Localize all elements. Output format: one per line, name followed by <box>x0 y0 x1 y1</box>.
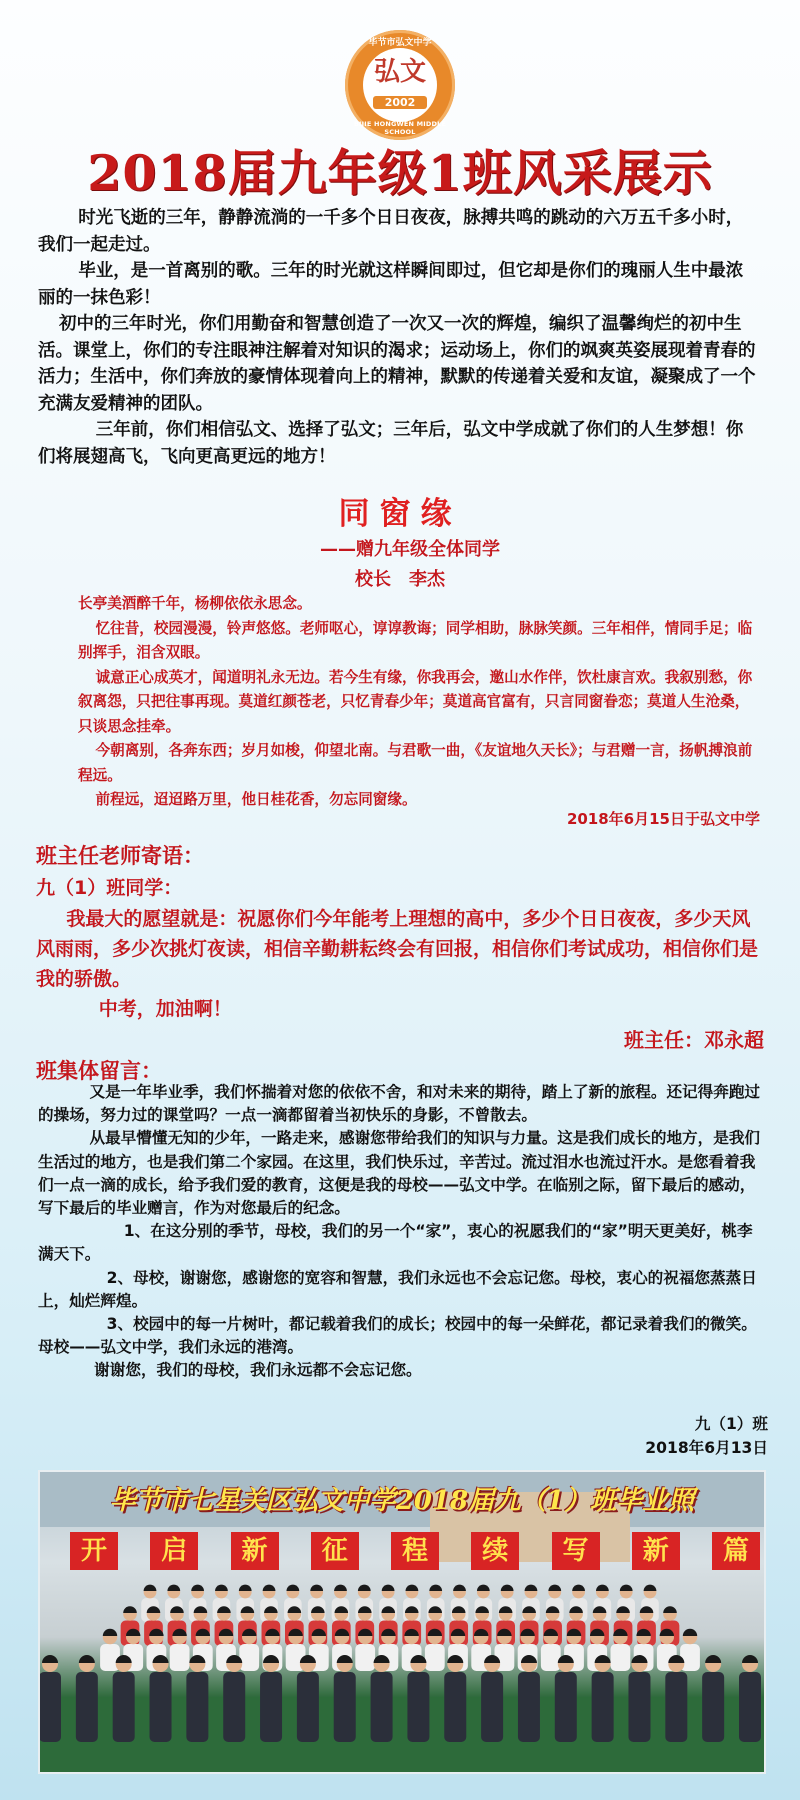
poem-line: 长亭美酒醉千年，杨柳依依永思念。 <box>78 595 312 612</box>
poem-line: 忆往昔，校园漫漫，铃声悠悠。老师呕心，谆谆教诲；同学相助，脉脉笑颜。三年相伴，情同手足；临别挥手，泪含双眼。 <box>78 619 753 661</box>
class-signature <box>645 1412 768 1460</box>
logo-ring-bottom: BIJIE HONGWEN MIDDLE SCHOOL <box>353 120 447 136</box>
person-hair <box>406 1585 419 1591</box>
person-hair <box>286 1585 299 1591</box>
banner-char: 篇 <box>712 1532 760 1570</box>
banner-char: 新 <box>632 1532 680 1570</box>
person-body <box>702 1672 724 1742</box>
person-hair <box>525 1585 538 1591</box>
person-hair <box>429 1585 442 1591</box>
banner-char: 启 <box>150 1532 198 1570</box>
photo-banner <box>70 1532 760 1570</box>
person-hair <box>663 1606 677 1613</box>
class-paragraph: 谢谢您，我们的母校，我们永远都不会忘记您。 <box>94 1361 422 1380</box>
person-hair <box>382 1585 395 1591</box>
class-paragraph: 1、在这分别的季节，母校，我们的另一个“家”，衷心的祝愿我们的“家”明天更美好，桃李满天下。 <box>38 1222 753 1264</box>
person-body <box>297 1672 319 1742</box>
person-hair <box>103 1629 117 1636</box>
teacher-cheer: 中考，加油啊！ <box>98 998 232 1020</box>
poem-subtitle: ——赠九年级全体同学 <box>320 539 500 560</box>
person-body <box>239 1644 259 1671</box>
person-body <box>76 1672 98 1742</box>
person-hair <box>644 1585 657 1591</box>
person-hair <box>742 1655 758 1663</box>
poem-signature: 2018年6月15日于弘文中学 <box>566 810 760 828</box>
person-hair <box>620 1585 633 1591</box>
person-hair <box>123 1606 137 1613</box>
logo-ring-top: 毕节市弘文中学 <box>368 38 432 48</box>
poem-body <box>78 592 753 813</box>
person-body <box>407 1672 429 1742</box>
poem-author: 校长 李杰 <box>355 569 445 590</box>
page-title: 2018届九年级1班风采展示 <box>87 144 713 202</box>
banner-char: 新 <box>231 1532 279 1570</box>
person-hair <box>263 1585 276 1591</box>
poem-title: 同窗缘 <box>338 496 462 532</box>
school-logo <box>345 30 455 140</box>
intro-paragraph: 时光飞逝的三年，静静流淌的一千多个日日夜夜，脉搏共鸣的跳动的六万五千多小时，我们一起走过。 <box>38 208 744 255</box>
poem-line: 今朝离别，各奔东西；岁月如梭，仰望北南。与君歌一曲，《友谊地久天长》；与君赠一言，扬帆搏浪前程远。 <box>78 742 753 784</box>
person-body <box>334 1672 356 1742</box>
banner-char: 续 <box>471 1532 519 1570</box>
person-body <box>628 1672 650 1742</box>
person-body <box>186 1672 208 1742</box>
person-hair <box>596 1585 609 1591</box>
banner-char: 开 <box>70 1532 118 1570</box>
person-body <box>371 1672 393 1742</box>
person-hair <box>683 1629 697 1636</box>
person-hair <box>358 1585 371 1591</box>
teacher-heading: 班主任老师寄语： <box>36 844 204 868</box>
person-hair <box>705 1655 721 1663</box>
photo-caption: 毕节市七星关区弘文中学2018届九（1）班毕业照 <box>109 1486 695 1516</box>
poem-line: 诚意正心成英才，闻道明礼永无边。若今生有缘，你我再会，邀山水作伴，饮杜康言欢。我叙别愁，你叙离怨，只把往事再现。莫道红颜苍老，只忆青春少年；莫道高官富有，只言同窗眷恋；莫道人生沧桑，只谈思念挂牵。 <box>78 668 753 735</box>
person-hair <box>548 1585 561 1591</box>
graduation-photo <box>38 1470 766 1774</box>
class-paragraph: 2、母校，谢谢您，感谢您的宽容和智慧，我们永远也不会忘记您。母校，衷心的祝福您蒸蒸日上，灿烂辉煌。 <box>38 1268 757 1310</box>
person-body <box>223 1672 245 1742</box>
person-body <box>592 1672 614 1742</box>
person-hair <box>334 1585 347 1591</box>
person-hair <box>191 1585 204 1591</box>
poem-line: 前程远，迢迢路万里，他日桂花香，勿忘同窗缘。 <box>95 791 417 808</box>
person-body <box>170 1644 190 1671</box>
person-body <box>555 1672 577 1742</box>
banner-char: 征 <box>311 1532 359 1570</box>
person-body <box>260 1672 282 1742</box>
person-hair <box>477 1585 490 1591</box>
person-body <box>518 1672 540 1742</box>
person-body <box>665 1672 687 1742</box>
photo-scene <box>40 1472 764 1772</box>
class-paragraph: 从最早懵懂无知的少年，一路走来，感谢您带给我们的知识与力量。这是我们成长的地方，是我们生活过的地方，也是我们第二个家园。在这里，我们快乐过，辛苦过。流过泪水也流过汗水。是您看着我们一点一滴的成长，给予我们爱的教育，这便是我的母校——弘文中学。在临别之际，留下最后的感动，写下最后的毕业赠言，作为对您最后的纪念。 <box>38 1129 761 1218</box>
person-body <box>739 1672 761 1742</box>
person-body <box>611 1644 631 1671</box>
person-hair <box>501 1585 514 1591</box>
intro-paragraph: 毕业，是一首离别的歌。三年的时光就这样瞬间即过，但它却是你们的瑰丽人生中最浓丽的一抹色彩！ <box>38 261 744 308</box>
person-body <box>444 1672 466 1742</box>
person-body <box>113 1672 135 1742</box>
banner-char: 程 <box>391 1532 439 1570</box>
person-body <box>40 1672 61 1742</box>
logo-center <box>363 48 437 122</box>
person-hair <box>215 1585 228 1591</box>
person-hair <box>144 1585 157 1591</box>
person-hair <box>167 1585 180 1591</box>
teacher-message <box>36 904 761 1024</box>
person-body <box>481 1672 503 1742</box>
person-body <box>541 1644 561 1671</box>
person-body <box>355 1644 375 1671</box>
intro-paragraph: 三年前，你们相信弘文、选择了弘文；三年后，弘文中学成就了你们的人生梦想！你们将展翅高飞，飞向更高更远的地方！ <box>38 420 744 467</box>
person-hair <box>42 1655 58 1663</box>
person-hair <box>453 1585 466 1591</box>
intro-paragraph: 初中的三年时光，你们用勤奋和智慧创造了一次又一次的辉煌，编织了温馨绚烂的初中生活。课堂上，你们的专注眼神注解着对知识的渴求；运动场上，你们的飒爽英姿展现着青春的活力；生活中，你们奔放的豪情体现着向上的精神，默默的传递着关爱和友谊，凝聚成了一个充满友爱精神的团队。 <box>38 314 756 414</box>
class-paragraph: 3、校园中的每一片树叶，都记载着我们的成长；校园中的每一朵鲜花，都记录着我们的微笑。母校——弘文中学，我们永远的港湾。 <box>38 1315 757 1357</box>
class-signature-name: 九（1）班 <box>694 1415 768 1433</box>
person-hair <box>79 1655 95 1663</box>
person-hair <box>239 1585 252 1591</box>
class-signature-date: 2018年6月13日 <box>645 1439 768 1457</box>
teacher-signature: 班主任：邓永超 <box>624 1028 764 1052</box>
class-message-body <box>38 1081 760 1383</box>
person-body <box>150 1672 172 1742</box>
person-body <box>425 1644 445 1671</box>
person-hair <box>310 1585 323 1591</box>
person-hair <box>572 1585 585 1591</box>
logo-year: 2002 <box>373 96 427 109</box>
intro-section <box>38 205 758 470</box>
class-paragraph: 又是一年毕业季，我们怀揣着对您的依依不舍，和对未来的期待，踏上了新的旅程。还记得奔跑过的操场，努力过的课堂吗？一点一滴都留着当初快乐的身影，不曾散去。 <box>38 1083 761 1125</box>
class-message-heading: 班集体留言： <box>36 1059 162 1083</box>
teacher-message-body: 我最大的愿望就是：祝愿你们今年能考上理想的高中，多少个日日夜夜，多少天风风雨雨，多少次挑灯夜读，相信辛勤耕耘终会有回报，相信你们考试成功，相信你们是我的骄傲。 <box>36 908 759 990</box>
banner-char: 写 <box>552 1532 600 1570</box>
teacher-greeting: 九（1）班同学： <box>36 877 183 899</box>
logo-mark: 弘文 <box>373 57 426 87</box>
